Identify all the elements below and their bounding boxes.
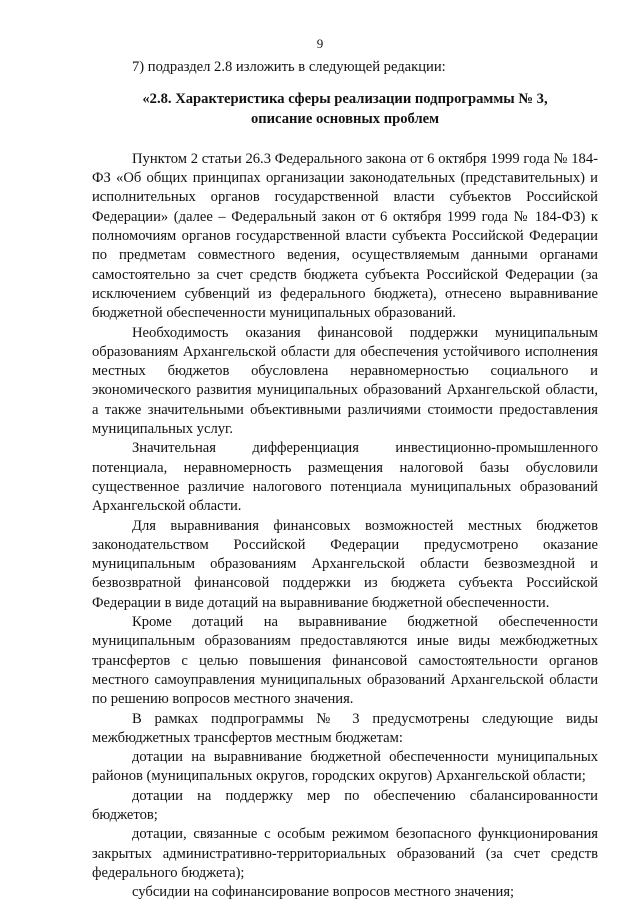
list-item-balance-grants: дотации на поддержку мер по обеспечению сбалансированности бюджетов; bbox=[92, 787, 598, 823]
paragraph-transfer-types-intro: В рамках подпрограммы № 3 предусмотрены следующие виды межбюджетных трансфертов местным бюджетам: bbox=[92, 710, 598, 746]
paragraph-differentiation: Значительная дифференциация инвестиционно-промышленного потенциала, неравномерность размещения налоговой базы обусловили существенное различие налогового потенциала муниципальных образований Архангельской области. bbox=[92, 440, 598, 515]
list-item-equalization-grants: дотации на выравнивание бюджетной обеспеченности муниципальных районов (муниципальных округов, городских округов) Архангельской области; bbox=[92, 749, 598, 785]
paragraph-support-need: Необходимость оказания финансовой поддержки муниципальным образованиям Архангельской области для обеспечения устойчивого исполнения местных бюджетов обусловлена неравномерностью социального и экономического развития муниципальных образований Архангельской области, а также значительными объективными различиями стоимости предоставления муниципальных услуг. bbox=[92, 324, 598, 438]
paragraph-legal-basis: Пунктом 2 статьи 26.3 Федерального закона от 6 октября 1999 года № 184-ФЗ «Об общих принципах организации законодательных (представительных) и исполнительных органов государственной власти субъектов Российской Федерации» (далее – Федеральный закон от 6 октября 1999 года № 184-ФЗ) к полномочиям органов государственной власти субъекта Российской Федерации по предметам совместного ведения, осуществляемым данными органами самостоятельно за счет средств бюджета субъекта Российской Федерации (за исключением субвенций из федерального бюджета), отнесено выравнивание бюджетной обеспеченности муниципальных образований. bbox=[92, 150, 598, 322]
list-item-zato-grants: дотации, связанные с особым режимом безопасного функционирования закрытых административно-территориальных образований (за счет средств федерального бюджета); bbox=[92, 826, 598, 881]
page-number: 9 bbox=[316, 36, 324, 51]
paragraph-other-transfers: Кроме дотаций на выравнивание бюджетной обеспеченности муниципальным образованиям предоставляются иные виды межбюджетных трансфертов с целью повышения финансовой самостоятельности органов местного самоуправления муниципальных образований Архангельской области по решению вопросов местного значения. bbox=[92, 614, 598, 708]
list-item-cofinancing-subsidies: субсидии на софинансирование вопросов местного значения; bbox=[132, 884, 515, 901]
section-heading-line-1: «2.8. Характеристика сферы реализации подпрограммы № 3, bbox=[142, 91, 548, 108]
amendment-intro: 7) подраздел 2.8 изложить в следующей редакции: bbox=[132, 59, 446, 75]
section-heading bbox=[92, 90, 598, 129]
paragraph-equalization: Для выравнивания финансовых возможностей местных бюджетов законодательством Российской Федерации предусмотрено оказание муниципальным образованиям Архангельской области безвозмездной и безвозвратной финансовой поддержки из бюджета субъекта Российской Федерации в виде дотаций на выравнивание бюджетной обеспеченности. bbox=[92, 517, 598, 611]
section-heading-line-2: описание основных проблем bbox=[250, 110, 440, 127]
document-body bbox=[92, 58, 598, 902]
